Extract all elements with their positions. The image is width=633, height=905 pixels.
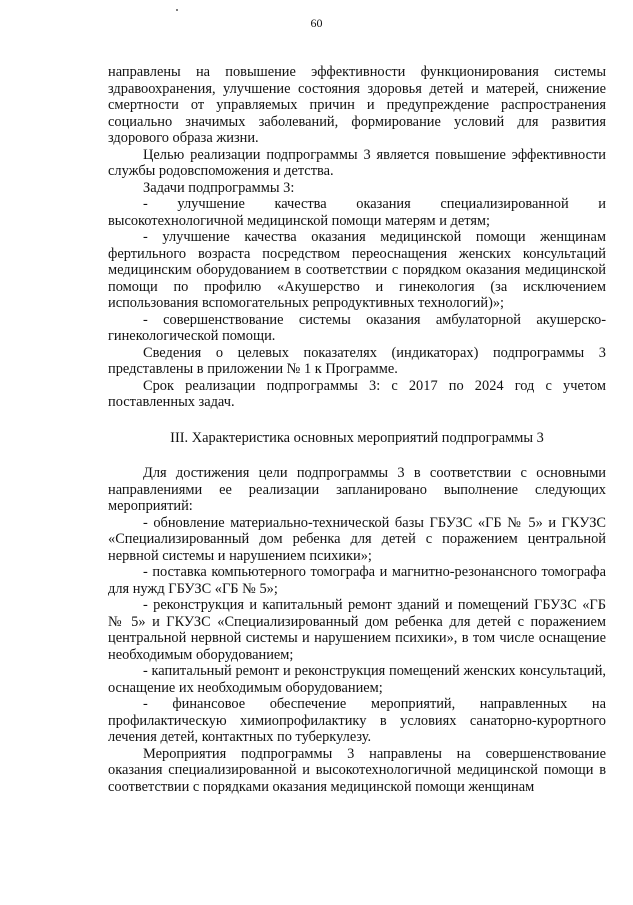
- list-item: - обновление материально-технической базы ГБУЗС «ГБ № 5» и ГКУЗС «Специализированный дом ребенка для детей с поражением центральной нервной системы и нарушением психики»;: [108, 514, 606, 564]
- list-item: - поставка компьютерного томографа и магнитно-резонансного томографа для нужд ГБУЗС «ГБ № 5»;: [108, 564, 606, 597]
- list-item: - финансовое обеспечение мероприятий, направленных на профилактическую химиопрофилактику в условиях санаторно-курортного лечения детей, контактных по туберкулезу.: [108, 696, 606, 745]
- paragraph: Мероприятия подпрограммы 3 направлены на совершенствование оказания специализированной и высокотехнологичной медицинской помощи в соответствии с порядками оказания медицинской помощи женщинам: [108, 745, 606, 795]
- paragraph: Для достижения цели подпрограммы 3 в соответствии с основными направлениями ее реализации запланировано выполнение следующих мероприятий:: [108, 465, 606, 514]
- paragraph: Задачи подпрограммы 3:: [143, 179, 295, 196]
- list-item: - улучшение качества оказания медицинской помощи женщинам фертильного возраста посредством переоснащения женских консультаций медицинским оборудованием в соответствии с порядком оказания медицинской помощи по профилю «Акушерство и гинекология (за исключением использования вспомогательных репродуктивных технологий)»;: [108, 229, 606, 311]
- document-body: [108, 64, 606, 795]
- list-item: - реконструкция и капитальный ремонт зданий и помещений ГБУЗС «ГБ № 5» и ГКУЗС «Специализированный дом ребенка для детей с поражением центральной нервной системы и нарушением психики», в том числе оснащение необходимым оборудованием;: [108, 597, 606, 663]
- paragraph: Целью реализации подпрограммы 3 является повышение эффективности службы родовспоможения и детства.: [108, 146, 606, 179]
- scan-speck: [176, 9, 178, 11]
- list-item: - совершенствование системы оказания амбулаторной акушерско-гинекологической помощи.: [108, 311, 606, 344]
- section-heading: III. Характеристика основных мероприятий подпрограммы 3: [170, 429, 544, 446]
- list-item: - капитальный ремонт и реконструкция помещений женских консультаций, оснащение их необходимым оборудованием;: [108, 663, 606, 696]
- paragraph: Срок реализации подпрограммы 3: с 2017 по 2024 год с учетом поставленных задач.: [108, 377, 606, 410]
- page-number: 60: [310, 16, 323, 30]
- list-item: - улучшение качества оказания специализированной и высокотехнологичной медицинской помощи матерям и детям;: [108, 196, 606, 229]
- paragraph: направлены на повышение эффективности функционирования системы здравоохранения, улучшение состояния здоровья детей и матерей, снижение смертности от управляемых причин и предупреждение распространения социально значимых заболеваний, формирование условий для развития здорового образа жизни.: [108, 64, 606, 146]
- paragraph: Сведения о целевых показателях (индикаторах) подпрограммы 3 представлены в приложении № 1 к Программе.: [108, 344, 606, 377]
